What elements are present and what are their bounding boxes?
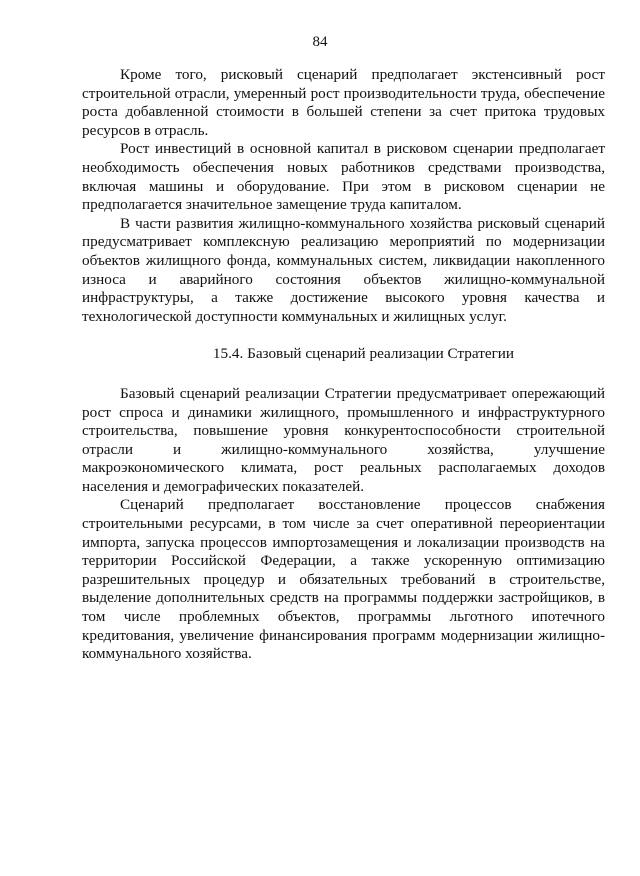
page-number: 84: [312, 34, 328, 50]
paragraph: Рост инвестиций в основной капитал в рисковом сценарии предполагает необходимость обеспечения новых работников средствами производства, включая машины и оборудование. При этом в рисковом сценарии не предполагается значительное замещение труда капиталом.: [82, 140, 605, 214]
paragraph: Кроме того, рисковый сценарий предполагает экстенсивный рост строительной отрасли, умеренный рост производительности труда, обеспечение роста добавленной стоимости в большей степени за счет притока трудовых ресурсов в отрасль.: [82, 66, 605, 139]
paragraph: Сценарий предполагает восстановление процессов снабжения строительными ресурсами, в том числе за счет оперативной переориентации импорта, запуска процессов импортозамещения и локализации производств на территории Российской Федерации, а также ускоренную оптимизацию разрешительных процедур и обязательных требований в строительстве, выделение дополнительных средств на программы поддержки застройщиков, в том числе проблемных объектов, программы льготного ипотечного кредитования, увеличение финансирования программ модернизации жилищно-коммунального хозяйства.: [82, 496, 605, 663]
paragraph: Базовый сценарий реализации Стратегии предусматривает опережающий рост спроса и динамики жилищного, промышленного и инфраструктурного строительства, повышение уровня конкурентоспособности строительной отрасли и жилищно-коммунального хозяйства, улучшение макроэкономического климата, рост реальных располагаемых доходов населения и демографических показателей.: [82, 384, 605, 495]
section-heading: 15.4. Базовый сценарий реализации Стратегии: [212, 345, 515, 363]
document-body: [82, 66, 605, 664]
paragraph: В части развития жилищно-коммунального хозяйства рисковый сценарий предусматривает комплексную реализацию мероприятий по модернизации объектов жилищного фонда, коммунальных систем, ликвидации накопленного износа и аварийного состояния объектов жилищно-коммунальной инфраструктуры, а также достижение высокого уровня качества и технологической доступности коммунальных и жилищных услуг.: [82, 214, 605, 325]
